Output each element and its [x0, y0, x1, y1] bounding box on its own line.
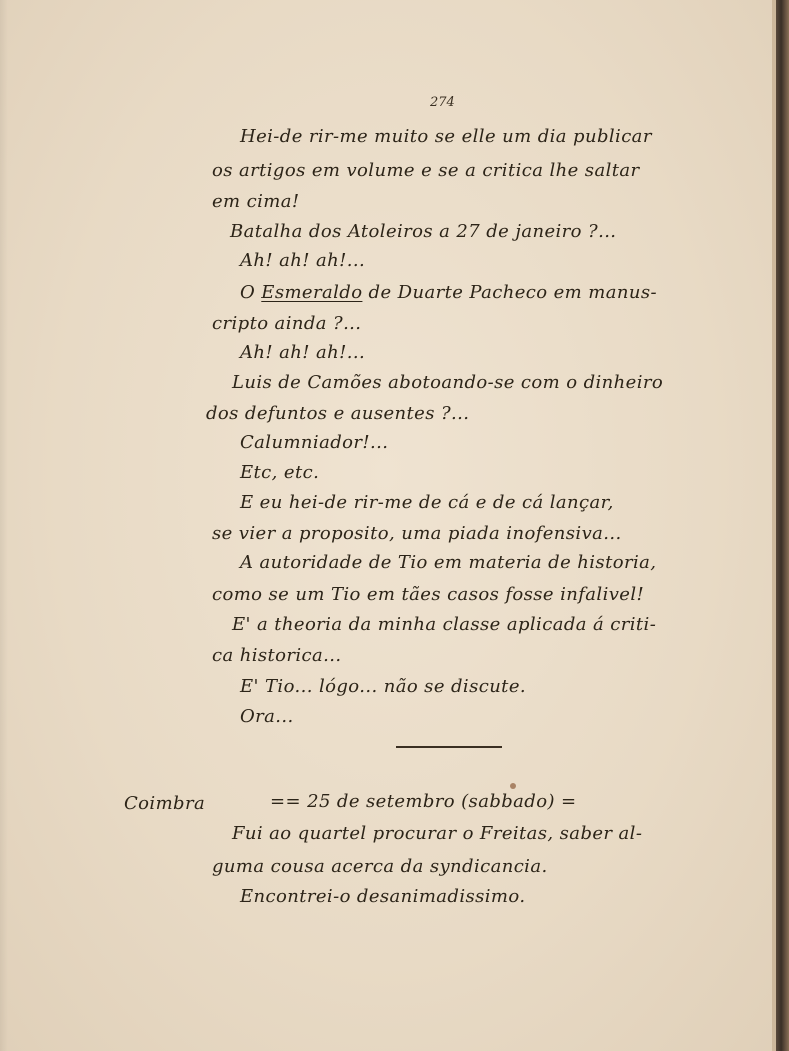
text-line: Etc, etc. — [240, 462, 320, 483]
text-line: Ora... — [240, 706, 294, 727]
text-line: se vier a proposito, uma piada inofensiva... — [212, 523, 622, 544]
ink-spot — [510, 783, 516, 789]
text-line: Ah! ah! ah!... — [240, 250, 366, 271]
text-line: como se um Tio em tães casos fosse infalivel! — [212, 584, 645, 605]
page-number: 274 — [430, 95, 455, 110]
text-line: os artigos em volume e se a critica lhe saltar — [212, 160, 640, 181]
underlined-title: Esmeraldo — [261, 282, 363, 303]
entry-date: == 25 de setembro (sabbado) = — [270, 791, 577, 812]
entry-line: Fui ao quartel procurar o Freitas, saber al- — [232, 823, 643, 844]
text-line: Calumniador!... — [240, 432, 389, 453]
text-line: Luis de Camões abotoando-se com o dinheiro — [232, 372, 664, 393]
entry-line: guma cousa acerca da syndicancia. — [212, 856, 548, 877]
text-line: Batalha dos Atoleiros a 27 de janeiro ?... — [230, 221, 617, 242]
text-line: E' Tio... lógo... não se discute. — [240, 676, 526, 697]
text-line: E' a theoria da minha classe aplicada á criti- — [232, 614, 657, 635]
text-line: A autoridade de Tio em materia de historia, — [240, 552, 657, 573]
text-line: em cima! — [212, 191, 300, 212]
text-line: Hei-de rir-me muito se elle um dia publicar — [240, 126, 652, 147]
esmeraldo-line: O Esmeraldo de Duarte Pacheco em manus- — [240, 282, 657, 303]
entry-place: Coimbra — [124, 793, 206, 814]
text-line-with-underlined-title — [240, 282, 657, 303]
text-line: Ah! ah! ah!... — [240, 342, 366, 363]
text-line: dos defuntos e ausentes ?... — [206, 403, 470, 424]
text-line: E eu hei-de rir-me de cá e de cá lançar, — [240, 492, 614, 513]
text-line: ca historica... — [212, 645, 342, 666]
entry-line: Encontrei-o desanimadissimo. — [240, 886, 526, 907]
text-line: cripto ainda ?... — [212, 313, 362, 334]
section-divider — [396, 746, 502, 748]
page-shadow — [0, 0, 8, 1051]
book-binding — [776, 0, 789, 1051]
